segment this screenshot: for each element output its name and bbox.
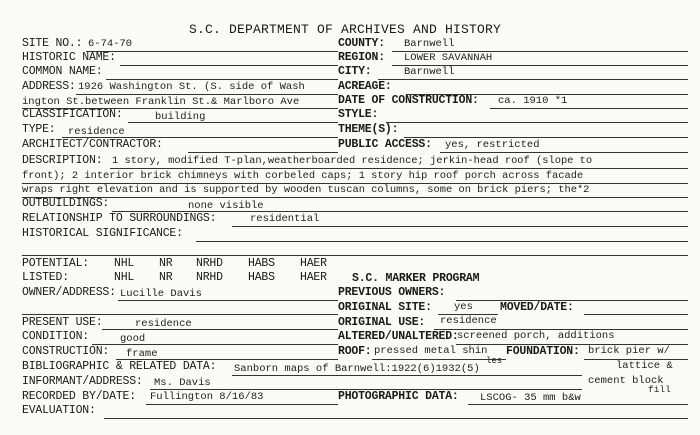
historic-name-label: HISTORIC NAME: <box>22 51 116 64</box>
city-value: Barnwell <box>404 66 455 78</box>
public-access-value: yes, restricted <box>445 139 540 151</box>
condition-line <box>92 344 338 345</box>
bibliographic-label: BIBLIOGRAPHIC & RELATED DATA: <box>22 360 217 373</box>
moved-date-line <box>584 314 688 315</box>
listed-nr: NR <box>159 271 173 284</box>
marker-program-heading: S.C. MARKER PROGRAM <box>352 272 480 285</box>
description-label: DESCRIPTION: <box>22 154 103 167</box>
listed-haer: HAER <box>300 271 327 284</box>
recorded-line <box>146 404 338 405</box>
city-label: CITY: <box>338 65 372 78</box>
original-site-label: ORIGINAL SITE: <box>338 301 432 314</box>
foundation-value-line4: fill <box>648 384 671 395</box>
address-line-1 <box>76 94 338 95</box>
recorded-label: RECORDED BY/DATE: <box>22 390 136 403</box>
owner-line-2 <box>22 314 338 315</box>
date-of-construction-value: ca. 1910 *1 <box>498 95 568 107</box>
informant-label: INFORMANT/ADDRESS: <box>22 375 143 388</box>
page-title: S.C. DEPARTMENT OF ARCHIVES AND HISTORY <box>189 22 502 37</box>
potential-habs: HABS <box>248 257 275 270</box>
outbuildings-label: OUTBUILDINGS: <box>22 197 110 210</box>
architect-line <box>188 152 338 153</box>
date-of-construction-line <box>490 108 688 109</box>
city-line <box>378 79 688 80</box>
themes-label: THEME(S): <box>338 123 399 136</box>
photographic-value: LSCOG- 35 mm b&w <box>480 392 581 404</box>
public-access-label: PUBLIC ACCESS: <box>338 138 432 151</box>
address-label: ADDRESS: <box>22 80 76 93</box>
moved-date-label: MOVED/DATE: <box>500 301 574 314</box>
classification-value: building <box>155 111 206 123</box>
site-no-label: SITE NO.: <box>22 37 83 50</box>
listed-habs: HABS <box>248 271 275 284</box>
relationship-line <box>232 226 688 227</box>
photographic-label: PHOTOGRAPHIC DATA: <box>338 390 459 403</box>
original-use-label: ORIGINAL USE: <box>338 316 426 329</box>
public-access-line <box>440 152 688 153</box>
potential-nrhd: NRHD <box>196 257 223 270</box>
condition-value: good <box>120 333 146 345</box>
present-use-line <box>102 329 338 330</box>
owner-value: Lucille Davis <box>120 288 202 300</box>
evaluation-line <box>104 418 688 419</box>
type-label: TYPE: <box>22 123 56 136</box>
construction-value: frame <box>126 348 158 360</box>
classification-line <box>128 122 338 123</box>
address-value-line1: 1926 Washington St. (S. side of Wash <box>78 81 305 93</box>
architect-label: ARCHITECT/CONTRACTOR: <box>22 138 163 151</box>
relationship-value: residential <box>250 213 320 225</box>
present-use-value: residence <box>135 318 192 330</box>
description-line2: front); 2 interior brick chimneys with corbeled caps; 1 story hip roof porch across facade <box>22 170 584 182</box>
altered-label: ALTERED/UNALTERED: <box>338 330 459 343</box>
informant-value: Ms. Davis <box>154 377 211 389</box>
roof-value-overflow: les <box>486 356 503 366</box>
region-label: REGION: <box>338 51 385 64</box>
type-value: residence <box>68 126 125 138</box>
listed-nhl: NHL <box>114 271 135 284</box>
evaluation-label: EVALUATION: <box>22 404 96 417</box>
description-rule-3 <box>22 197 688 198</box>
region-value: LOWER SAVANNAH <box>404 52 493 64</box>
roof-line <box>372 359 506 360</box>
condition-label: CONDITION: <box>22 330 90 343</box>
roof-value: pressed metal shin <box>374 345 488 357</box>
historical-significance-line-2 <box>22 255 688 256</box>
style-label: STYLE: <box>338 108 379 121</box>
historic-name-line <box>120 65 338 66</box>
county-label: COUNTY: <box>338 37 385 50</box>
present-use-label: PRESENT USE: <box>22 316 103 329</box>
original-site-value: yes <box>454 301 473 313</box>
owner-line-1 <box>118 300 338 301</box>
themes-line <box>404 137 688 138</box>
historical-significance-line-1 <box>196 241 688 242</box>
address-value-line2: ington St.between Franklin St.& Marlboro Ave <box>22 96 300 108</box>
foundation-value-line2: lattice & <box>616 360 673 372</box>
relationship-label: RELATIONSHIP TO SURROUNDINGS: <box>22 212 217 225</box>
photographic-line <box>468 404 688 405</box>
listed-label: LISTED: <box>22 271 69 284</box>
foundation-value-line3: cement block <box>588 375 664 387</box>
bibliographic-value: Sanborn maps of Barnwell:1922(6)1932(5) <box>234 363 480 375</box>
potential-nr: NR <box>159 257 173 270</box>
classification-label: CLASSIFICATION: <box>22 108 123 121</box>
acreage-label: ACREAGE: <box>338 80 392 93</box>
style-line <box>386 122 688 123</box>
original-use-value: residence <box>440 315 497 327</box>
county-value: Barnwell <box>404 38 455 50</box>
roof-label: ROOF: <box>338 345 372 358</box>
previous-owners-label: PREVIOUS OWNERS: <box>338 286 446 299</box>
owner-label: OWNER/ADDRESS: <box>22 286 116 299</box>
potential-label: POTENTIAL: <box>22 257 90 270</box>
outbuildings-value: none visible <box>188 200 264 212</box>
construction-label: CONSTRUCTION: <box>22 345 110 358</box>
site-no-line <box>86 51 338 52</box>
recorded-value: Fullington 8/16/83 <box>150 391 264 403</box>
description-line1: 1 story, modified T-plan,weatherboarded residence; jerkin-head roof (slope to <box>112 155 593 167</box>
date-of-construction-label: DATE OF CONSTRUCTION: <box>338 94 479 107</box>
common-name-label: COMMON NAME: <box>22 65 103 78</box>
description-line3: wraps right elevation and is supported by wooden tuscan columns, some on brick piers; the*2 <box>22 184 590 196</box>
site-no-value: 6-74-70 <box>88 38 133 50</box>
potential-haer: HAER <box>300 257 327 270</box>
bibliographic-line <box>232 375 582 376</box>
foundation-value-line1: brick pier w/ <box>588 345 670 357</box>
common-name-line <box>106 79 338 80</box>
potential-nhl: NHL <box>114 257 135 270</box>
foundation-label: FOUNDATION: <box>506 345 580 358</box>
description-rule-1 <box>110 168 688 169</box>
historical-significance-label: HISTORICAL SIGNIFICANCE: <box>22 227 183 240</box>
listed-nrhd: NRHD <box>196 271 223 284</box>
altered-value: screened porch, additions <box>457 330 615 342</box>
